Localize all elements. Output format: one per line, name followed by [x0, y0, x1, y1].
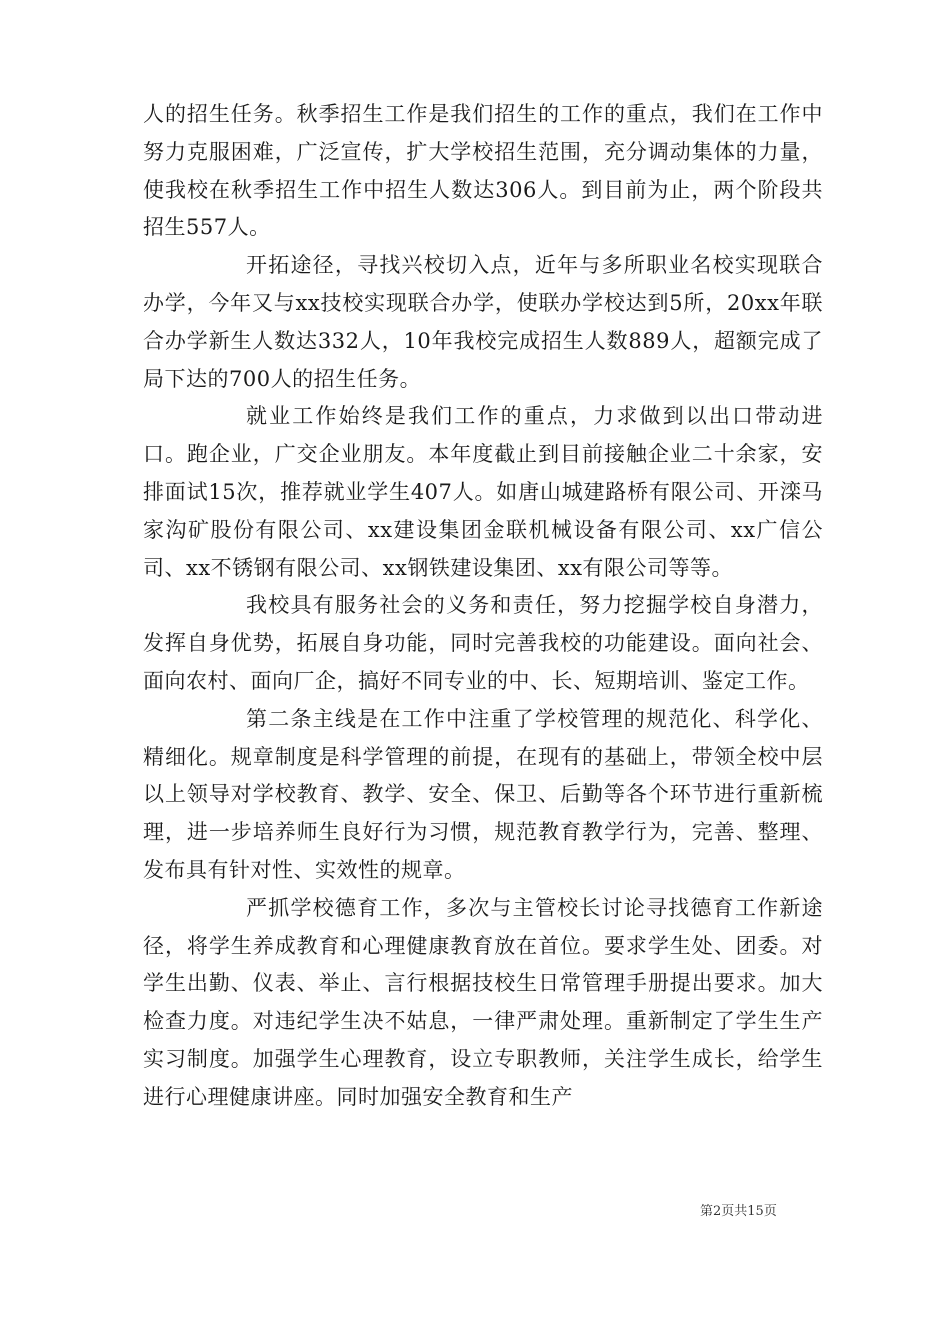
paragraph-1: 人的招生任务。秋季招生工作是我们招生的工作的重点，我们在工作中努力克服困难，广泛宣传，扩大学校招生范围，充分调动集体的力量，使我校在秋季招生工作中招生人数达306人。到目前为止，两个阶段共招生557人。: [143, 102, 823, 240]
page-number-footer: 第2页共15页: [700, 1204, 777, 1219]
body-text: [143, 96, 823, 1117]
paragraph-4: 我校具有服务社会的义务和责任，努力挖掘学校自身潜力，发挥自身优势，拓展自身功能，同时完善我校的功能建设。面向社会、面向农村、面向厂企，搞好不同专业的中、长、短期培训、鉴定工作。: [143, 593, 823, 693]
paragraph-5: 第二条主线是在工作中注重了学校管理的规范化、科学化、精细化。规章制度是科学管理的前提，在现有的基础上，带领全校中层以上领导对学校教育、教学、安全、保卫、后勤等各个环节进行重新梳理，进一步培养师生良好行为习惯，规范教育教学行为，完善、整理、发布具有针对性、实效性的规章。: [143, 706, 823, 882]
paragraph-2: 开拓途径，寻找兴校切入点，近年与多所职业名校实现联合办学，今年又与xx技校实现联合办学，使联办学校达到5所，20xx年联合办学新生人数达332人，10年我校完成招生人数889人，超额完成了局下达的700人的招生任务。: [143, 253, 823, 391]
paragraph-6: 严抓学校德育工作，多次与主管校长讨论寻找德育工作新途径，将学生养成教育和心理健康教育放在首位。要求学生处、团委。对学生出勤、仪表、举止、言行根据技校生日常管理手册提出要求。加大检查力度。对违纪学生决不姑息，一律严肃处理。重新制定了学生生产实习制度。加强学生心理教育，设立专职教师，关注学生成长，给学生进行心理健康讲座。同时加强安全教育和生产: [143, 895, 823, 1109]
paragraph-3: 就业工作始终是我们工作的重点，力求做到以出口带动进口。跑企业，广交企业朋友。本年度截止到目前接触企业二十余家，安排面试15次，推荐就业学生407人。如唐山城建路桥有限公司、开滦马家沟矿股份有限公司、xx建设集团金联机械设备有限公司、xx广信公司、xx不锈钢有限公司、xx钢铁建设集团、xx有限公司等等。: [143, 404, 823, 580]
